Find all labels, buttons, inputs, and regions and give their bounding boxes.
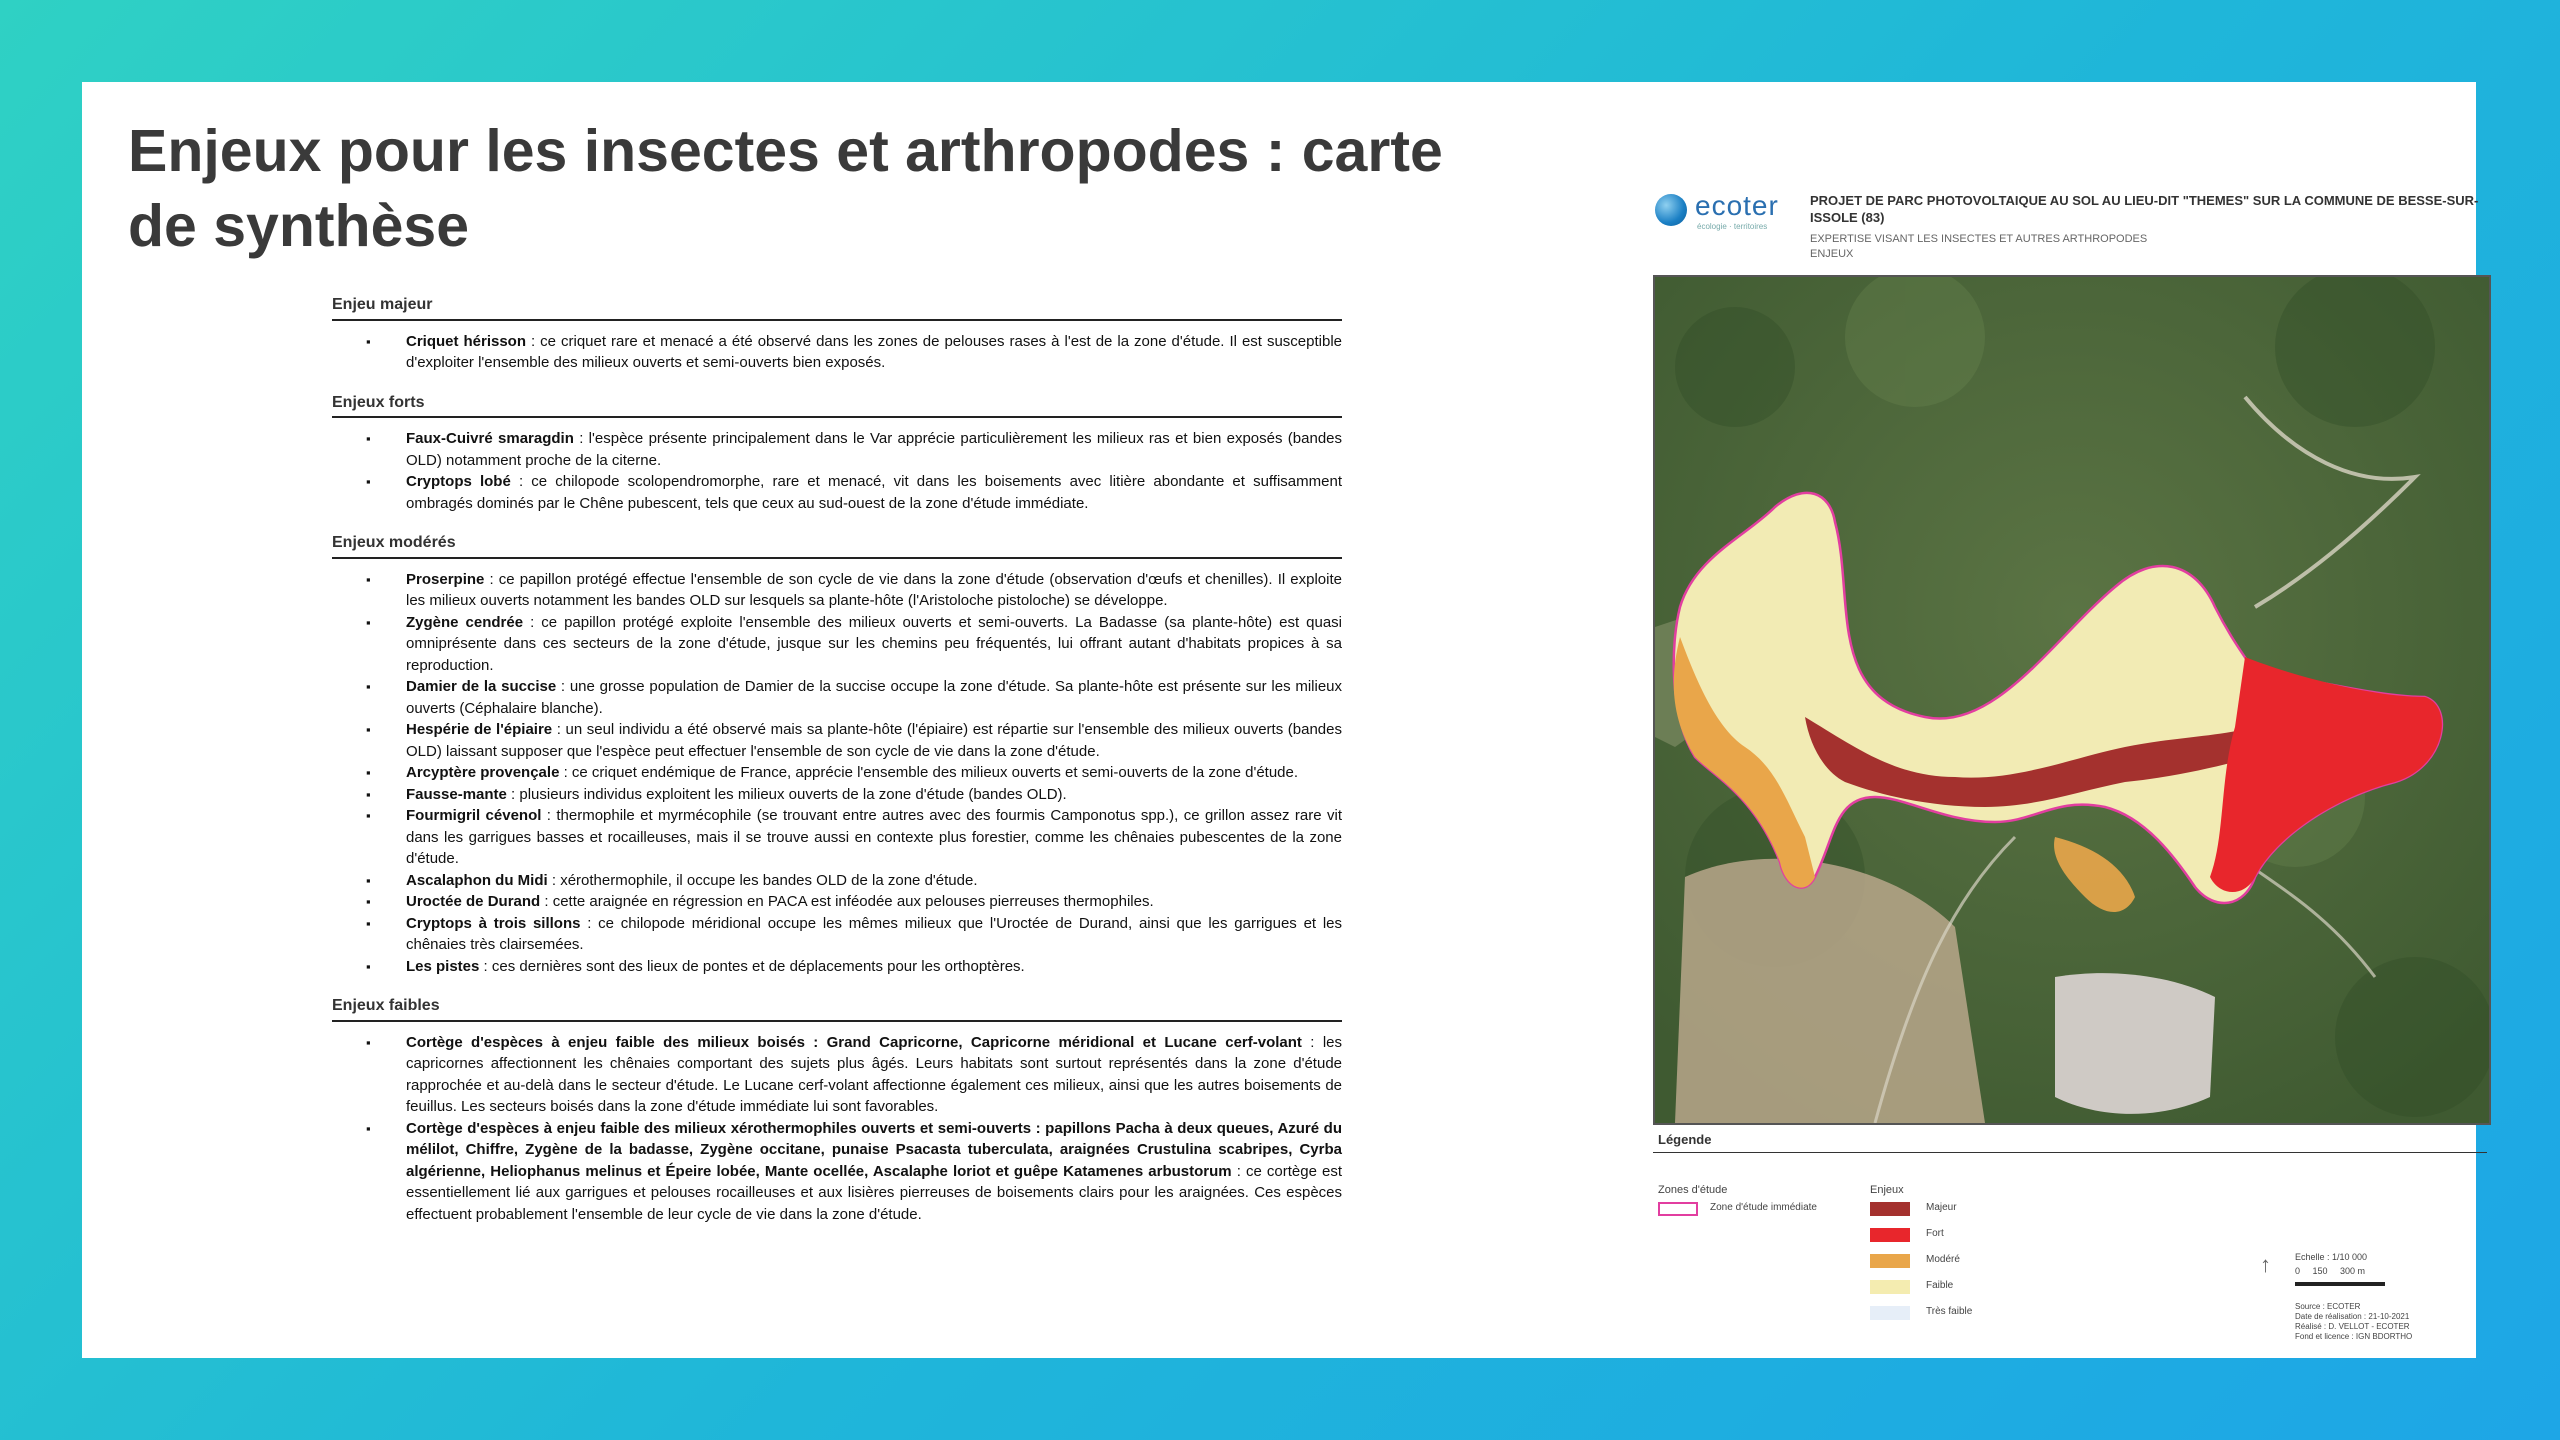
legend-swatch bbox=[1870, 1202, 1910, 1216]
species-name: Damier de la succise bbox=[406, 678, 557, 695]
legend-label: Modéré bbox=[1926, 1254, 1960, 1265]
species-description: : ces dernières sont des lieux de pontes et de déplacements pour les orthoptères. bbox=[479, 957, 1025, 975]
legend-title: Légende bbox=[1658, 1132, 1712, 1147]
species-description: : ce cortège est essentiellement lié aux garrigues et pelouses rocailleuses et aux lisières pierreuses de boisements clairs pour les araignées. Ces espèces effectuent probablement l'ensemble de leur cycle de vie dans la zone d'étude. bbox=[406, 1162, 1342, 1223]
list-item bbox=[406, 676, 1342, 719]
section-heading: Enjeux modérés bbox=[332, 532, 1342, 559]
list-item bbox=[406, 956, 1342, 978]
slide bbox=[82, 82, 2479, 1358]
species-description: : l'espèce présente principalement dans le Var apprécie particulièrement les milieux ras et bien exposés (bandes OLD) notamment proche de la citerne. bbox=[406, 430, 1343, 469]
species-name: Proserpine bbox=[406, 570, 485, 588]
project-subtitle-line-2: ENJEUX bbox=[1810, 248, 1854, 260]
list-item bbox=[406, 891, 1342, 913]
section-list bbox=[332, 1032, 1342, 1226]
list-item bbox=[406, 428, 1342, 471]
map-panel bbox=[1560, 102, 2502, 1358]
species-description: : ce papillon protégé exploite l'ensemble des milieux ouverts et semi-ouverts. La Badasse (sa plante-hôte) est quasi omniprésente dans ces secteurs de la zone d'étude, jusque sur les chemins peu fréquentés, lui offrant autant d'habitats propices à sa reproduction. bbox=[406, 613, 1343, 674]
map-credits bbox=[2295, 1302, 2412, 1342]
zones-title: Zones d'étude bbox=[1658, 1184, 1728, 1196]
species-description: : xérothermophile, il occupe les bandes OLD de la zone d'étude. bbox=[547, 871, 978, 889]
logo-subtitle: écologie · territoires bbox=[1697, 222, 1768, 231]
species-name: Cortège d'espèces à enjeu faible des milieux xérothermophiles ouverts et semi-ouverts : papillons Pacha à deux queues, Azuré du mélilot, Chiffre, Zygène de la badasse, Zygène occitane, punaise Psacasta tuberculata, araignées Crustulina scabripes, Cyrba algérienne, Heliophanus melinus et Épeire lobée, Mante ocellée, Ascalaphe loriot et guêpe Katamenes arbustorum bbox=[406, 1119, 1342, 1180]
species-name: Faux-Cuivré smaragdin bbox=[406, 430, 574, 447]
section-heading: Enjeu majeur bbox=[332, 294, 1342, 321]
species-name: Cryptops lobé bbox=[406, 473, 511, 490]
legend-swatch bbox=[1870, 1306, 1910, 1320]
north-arrow-icon: ↑ bbox=[2260, 1252, 2271, 1277]
list-item bbox=[406, 784, 1342, 806]
list-item bbox=[406, 569, 1342, 612]
list-item bbox=[406, 870, 1342, 892]
section-heading: Enjeux faibles bbox=[332, 995, 1342, 1022]
list-item bbox=[406, 471, 1342, 514]
credit-source: Source : ECOTER bbox=[2295, 1302, 2361, 1311]
scale-bar bbox=[2295, 1282, 2385, 1286]
list-item bbox=[406, 762, 1342, 784]
credit-author: Réalisé : D. VELLOT - ECOTER bbox=[2295, 1322, 2410, 1331]
legend-divider bbox=[1653, 1152, 2487, 1153]
species-name: Arcyptère provençale bbox=[406, 764, 560, 781]
legend-swatch bbox=[1870, 1228, 1910, 1242]
list-item bbox=[406, 1032, 1342, 1118]
slide-title: Enjeux pour les insectes et arthropodes : carte de synthèse bbox=[128, 118, 1443, 259]
scale-text: Echelle : 1/10 000 bbox=[2295, 1252, 2368, 1262]
species-description: : thermophile et myrmécophile (se trouvant entre autres avec des fourmis Camponotus spp.), ce grillon assez rare vit dans les garrigues basses et rocailleuses, mais il se trouve aussi en contexte plus forestier, comme les chênaies pubescentes de la zone d'étude. bbox=[406, 807, 1342, 867]
species-name: Hespérie de l'épiaire bbox=[406, 721, 553, 738]
doc-section bbox=[332, 995, 1342, 1225]
project-subtitle-line-1: EXPERTISE VISANT LES INSECTES ET AUTRES ARTHROPODES bbox=[1810, 233, 2148, 245]
list-item bbox=[406, 331, 1342, 374]
doc-section bbox=[332, 392, 1342, 515]
section-list bbox=[332, 331, 1342, 374]
section-list bbox=[332, 428, 1342, 514]
legend-label: Majeur bbox=[1926, 1202, 1957, 1213]
logo-text: ecoter bbox=[1695, 190, 1779, 221]
species-name: Les pistes bbox=[406, 957, 480, 975]
credit-date: Date de réalisation : 21-10-2021 bbox=[2295, 1312, 2410, 1321]
map-svg bbox=[1655, 277, 2489, 1123]
species-name: Uroctée de Durand bbox=[406, 893, 541, 910]
species-name: Ascalaphon du Midi bbox=[406, 871, 548, 889]
credit-basemap: Fond et licence : IGN BDORTHO bbox=[2295, 1332, 2413, 1341]
species-name: Cryptops à trois sillons bbox=[406, 914, 581, 932]
legend-swatch bbox=[1870, 1254, 1910, 1268]
doc-section bbox=[332, 532, 1342, 977]
species-description: : ce criquet rare et menacé a été observé dans les zones de pelouses rases à l'est de la zone d'étude. Il est susceptible d'exploiter l'ensemble des milieux ouverts et semi-ouverts bien exposés. bbox=[406, 332, 1342, 371]
zone-swatch bbox=[1658, 1202, 1698, 1216]
species-name: Zygène cendrée bbox=[406, 613, 524, 631]
list-item bbox=[406, 805, 1342, 870]
species-description: : ce criquet endémique de France, apprécie l'ensemble des milieux ouverts et semi-ouverts de la zone d'étude. bbox=[559, 764, 1299, 781]
enjeux-title: Enjeux bbox=[1870, 1184, 1904, 1196]
species-name: Cortège d'espèces à enjeu faible des milieux boisés : Grand Capricorne, Capricorne méridional et Lucane cerf-volant bbox=[406, 1033, 1302, 1051]
list-item bbox=[406, 1118, 1342, 1226]
scale-ticks: 0 150 300 m bbox=[2295, 1266, 2366, 1276]
species-description: : les capricornes affectionnent les chênaies comportant des sujets plus âgés. Leurs habitats sont surtout représentés dans la zone d'étude rapprochée et au-delà dans le secteur d'étude. Le Lucane cerf-volant affectionne également ces milieux, ainsi que les autres boisements de feuillus. Les secteurs boisés dans la zone d'étude immédiate lui sont favorables. bbox=[406, 1033, 1342, 1115]
vineyard-field bbox=[2055, 973, 2215, 1114]
section-heading: Enjeux forts bbox=[332, 392, 1342, 419]
legend-label: Fort bbox=[1926, 1228, 1944, 1239]
species-name: Fourmigril cévenol bbox=[406, 807, 542, 824]
legend-swatch bbox=[1870, 1280, 1910, 1294]
legend-label: Faible bbox=[1926, 1280, 1954, 1291]
project-subtitle bbox=[1810, 232, 2147, 262]
list-item bbox=[406, 913, 1342, 956]
species-name: Fausse-mante bbox=[406, 785, 507, 803]
doc-section bbox=[332, 294, 1342, 374]
species-description: : ce chilopode scolopendromorphe, rare et menacé, vit dans les boisements avec litière abondante et suffisamment ombragés dominés par le Chêne pubescent, tels que ceux au sud-ouest de la zone d'étude immédiate. bbox=[406, 473, 1342, 512]
species-description: : plusieurs individus exploitent les milieux ouverts de la zone d'étude (bandes OLD). bbox=[506, 785, 1067, 803]
species-description: : un seul individu a été observé mais sa plante-hôte (l'épiaire) est répartie sur l'ensemble des milieux ouverts (bandes OLD) laissant supposer que l'espèce peut effectuer l'ensemble de son cycle de vie dans la zone d'étude. bbox=[406, 721, 1342, 760]
aerial-map bbox=[1653, 275, 2491, 1125]
list-item bbox=[406, 719, 1342, 762]
document-text bbox=[332, 294, 1342, 1243]
species-description: : ce papillon protégé effectue l'ensemble de son cycle de vie dans la zone d'étude (observation d'œufs et chenilles). Il exploite les milieux ouverts notamment les bandes OLD sur lesquels sa plante-hôte (l'Aristoloche pistoloche) se développe. bbox=[406, 570, 1342, 609]
zone-label: Zone d'étude immédiate bbox=[1710, 1202, 1817, 1213]
list-item bbox=[406, 612, 1342, 677]
project-title: PROJET DE PARC PHOTOVOLTAIQUE AU SOL AU LIEU-DIT "THEMES" SUR LA COMMUNE DE BESSE-SUR-ISSOLE (83) bbox=[1810, 193, 2479, 225]
species-name: Criquet hérisson bbox=[406, 332, 527, 350]
section-list bbox=[332, 569, 1342, 978]
ecoter-logo-icon bbox=[1655, 194, 1687, 226]
species-description: : cette araignée en régression en PACA est inféodée aux pelouses pierreuses thermophiles. bbox=[540, 893, 1154, 910]
legend-label: Très faible bbox=[1926, 1306, 1973, 1317]
species-description: : ce chilopode méridional occupe les mêmes milieux que l'Uroctée de Durand, ainsi que les garrigues et les chênaies très clairsemées. bbox=[406, 914, 1343, 953]
species-description: : une grosse population de Damier de la succise occupe la zone d'étude. Sa plante-hôte est présente sur les milieux ouverts (Céphalaire blanche). bbox=[406, 678, 1342, 717]
